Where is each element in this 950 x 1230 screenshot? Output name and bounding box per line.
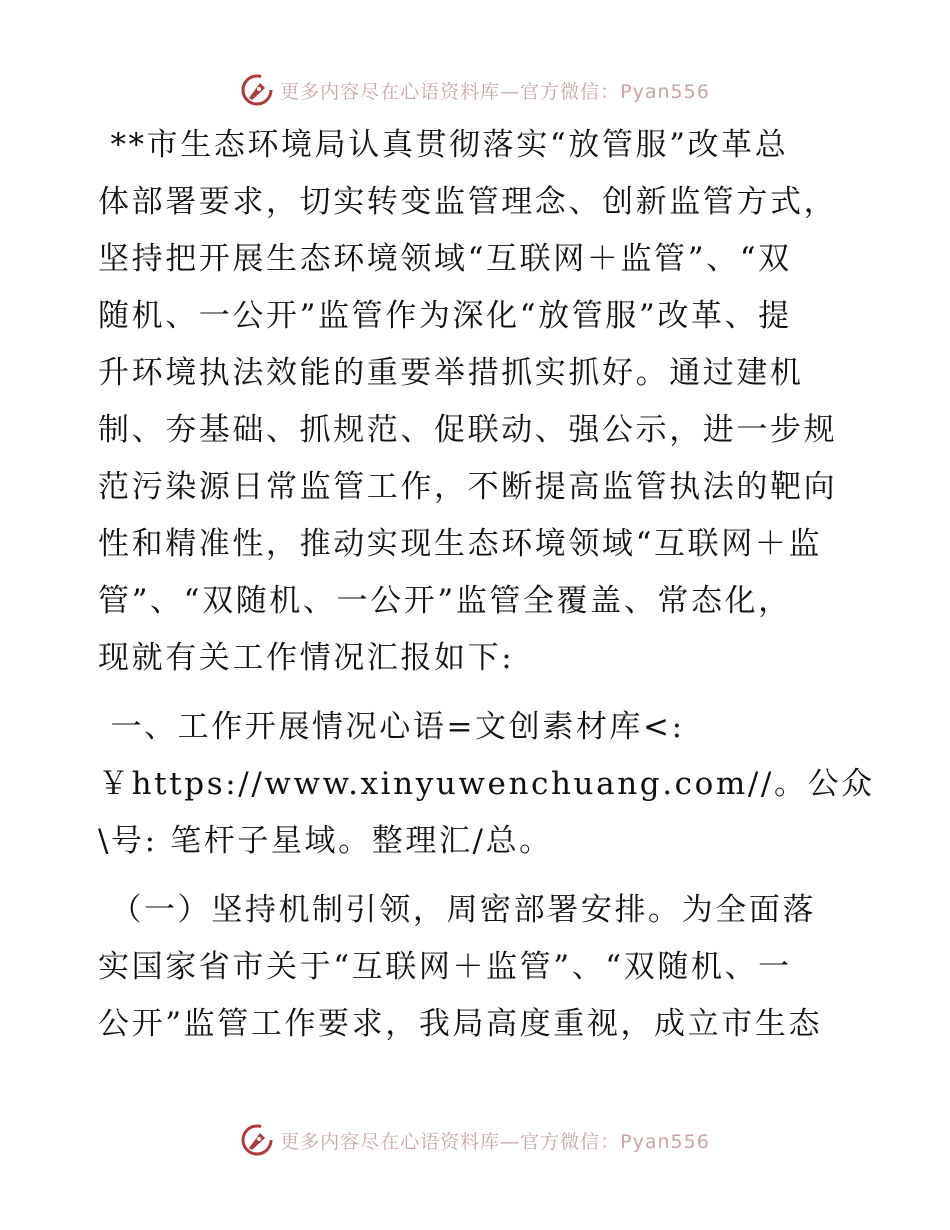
text-line: 升环境执法效能的重要举措抓实抓好。通过建机	[98, 355, 804, 391]
text-line: ￥https://www.xinyuwenchuang.com//。公众	[98, 766, 875, 802]
text-line: （一）坚持机制引领，周密部署安排。为全面落	[98, 892, 817, 928]
watermark-text: 更多内容尽在心语资料库—官方微信：Pyan556	[280, 1130, 710, 1153]
text-line: 实国家省市关于“互联网＋监管”、“双随机、一	[98, 949, 792, 985]
pen-nib-logo-icon	[240, 1123, 274, 1157]
document-body	[98, 123, 875, 1059]
header-watermark	[0, 70, 950, 110]
text-line: 管”、“双随机、一公开”监管全覆盖、常态化，	[98, 583, 792, 619]
text-line: 现就有关工作情况汇报如下:	[98, 640, 515, 676]
footer-watermark	[0, 1120, 950, 1160]
paragraph-intro	[98, 123, 858, 680]
text-line: 体部署要求，切实转变监管理念、创新监管方式，	[98, 184, 838, 220]
watermark-text: 更多内容尽在心语资料库—官方微信：Pyan556	[280, 80, 710, 103]
text-line: \号: 笔杆子星域。整理汇/总。	[98, 823, 553, 859]
text-line: 坚持把开展生态环境领域“互联网＋监管”、“双	[98, 241, 792, 277]
text-line: **市生态环境局认真贯彻落实“放管服”改革总	[98, 127, 789, 163]
paragraph-section-heading	[98, 705, 875, 863]
pen-nib-logo-icon	[240, 73, 274, 107]
heading-line: 一、工作开展情况心语=文创素材库<:	[98, 709, 685, 745]
text-line: 性和精准性，推动实现生态环境领域“互联网＋监	[98, 526, 823, 562]
text-line: 范污染源日常监管工作，不断提高监管执法的靶向	[98, 469, 838, 505]
paragraph-subsection	[98, 888, 858, 1046]
text-line: 公开”监管工作要求，我局高度重视，成立市生态	[98, 1006, 823, 1042]
text-line: 随机、一公开”监管作为深化“放管服”改革、提	[98, 298, 792, 334]
text-line: 制、夯基础、抓规范、促联动、强公示，进一步规	[98, 412, 838, 448]
